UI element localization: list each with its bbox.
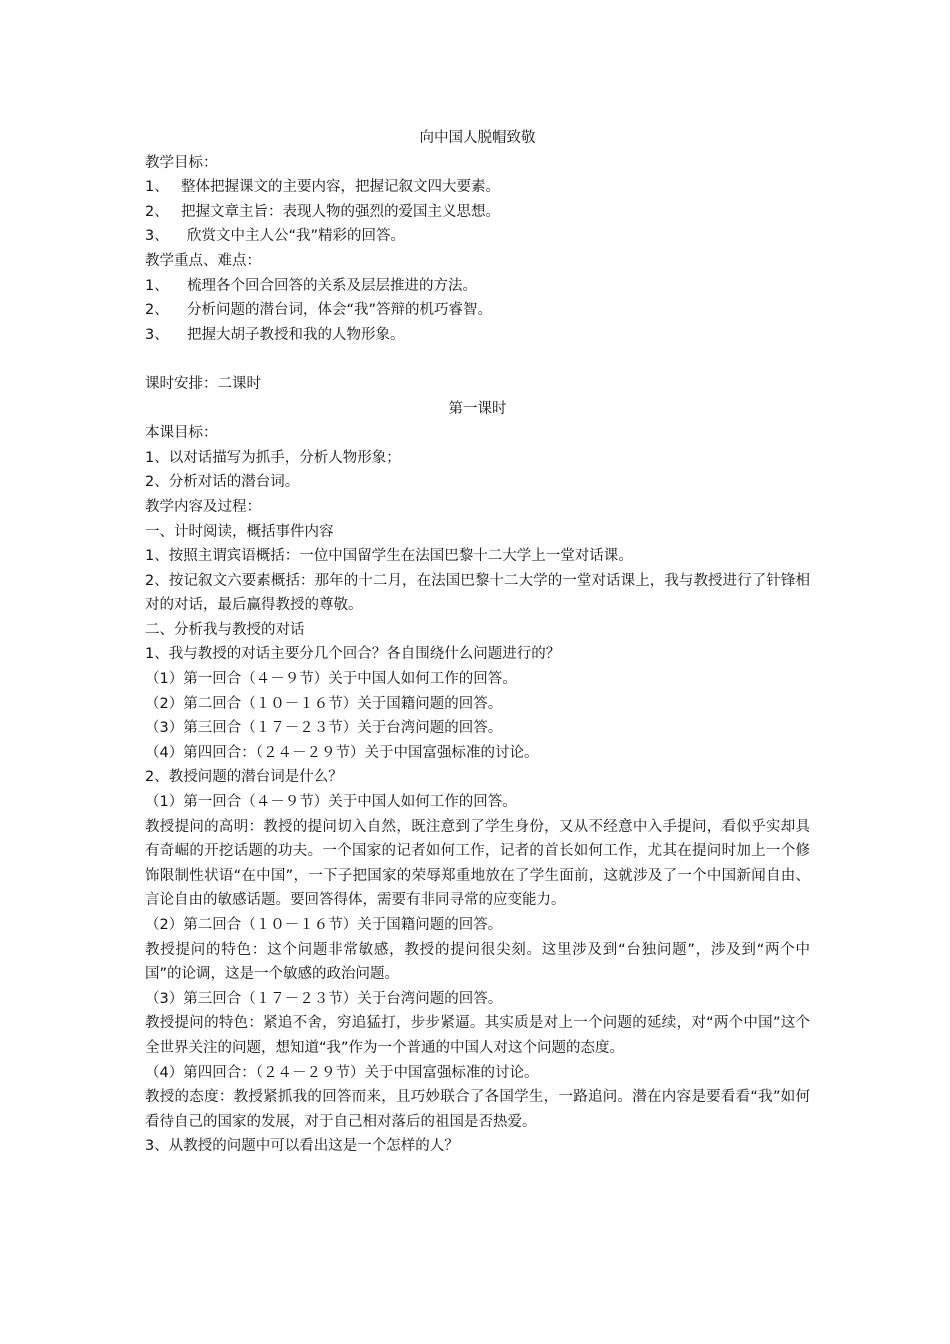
process-heading: 教学内容及过程：: [145, 498, 261, 515]
section-heading: 二、分析我与教授的对话: [145, 621, 305, 638]
key-text: 梳理各个回合回答的关系及层层推进的方法。: [187, 277, 477, 294]
goal-num: 1、: [145, 179, 169, 196]
round-heading: （1）第一回合（４－９节）关于中国人如何工作的回答。: [145, 794, 517, 811]
analysis-paragraph: 教授的态度：教授紧抓我的回答而来，且巧妙联合了各国学生，一路追问。潜在内容是要看看“我”如何看待自己的国家的发展，对于自己相对落后的祖国是否热爱。: [145, 1089, 810, 1130]
round-heading: （4）第四回合：（２４－２９节）关于中国富强标准的讨论。: [145, 1064, 539, 1081]
goal-num: 3、: [145, 228, 169, 245]
blank-line: [145, 347, 810, 372]
key-num: 3、: [145, 326, 169, 343]
lesson-goal-item: 1、以对话描写为抓手，分析人物形象；: [145, 449, 401, 466]
lesson-title: 第一课时: [448, 400, 507, 417]
lesson-goals-heading: 本课目标：: [145, 425, 218, 442]
key-heading: 教学重点、难点：: [145, 252, 261, 269]
round-item: （4）第四回合：（２４－２９节）关于中国富强标准的讨论。: [145, 744, 539, 761]
key-num: 2、: [145, 302, 169, 319]
round-item: （3）第三回合（１７－２３节）关于台湾问题的回答。: [145, 720, 503, 737]
round-item: （2）第二回合（１０－１６节）关于国籍问题的回答。: [145, 695, 503, 712]
goal-item: [145, 200, 810, 225]
goal-item: [145, 224, 810, 249]
document-title: 向中国人脱帽致敬: [419, 130, 536, 146]
lesson-goal-item: 2、分析对话的潜台词。: [145, 474, 300, 491]
round-heading: （3）第三回合（１７－２３节）关于台湾问题的回答。: [145, 990, 503, 1007]
question: 2、教授问题的潜台词是什么？: [145, 769, 343, 786]
summary-item: 2、按记叙文六要素概括：那年的十二月，在法国巴黎十二大学的一堂对话课上，我与教授进行了针锋相对的对话，最后赢得教授的尊敬。: [145, 572, 810, 614]
goal-item: [145, 175, 810, 200]
key-num: 1、: [145, 277, 169, 294]
round-item: （1）第一回合（４－９节）关于中国人如何工作的回答。: [145, 671, 517, 688]
key-item: [145, 323, 810, 348]
analysis-paragraph: 教授提问的高明：教授的提问切入自然，既注意到了学生身份，又从不经意中入手提问，看似乎实却具有奇崛的开挖话题的功夫。一个国家的记者如何工作，记者的首长如何工作，尤其在提问时加上一个修饰限制性状语“在中国”，一下子把国家的荣辱郑重地放在了学生面前，这就涉及了一个中国新闻自由、言论自由的敏感话题。要回答得体，需要有非同寻常的应变能力。: [145, 818, 810, 909]
goal-text: 欣赏文中主人公“我”精彩的回答。: [187, 228, 406, 245]
analysis-paragraph: 教授提问的特色：这个问题非常敏感，教授的提问很尖刻。这里涉及到“台独问题”，涉及到“两个中国”的论调，这是一个敏感的政治问题。: [145, 941, 810, 983]
goal-num: 2、: [145, 203, 169, 220]
question: 1、我与教授的对话主要分几个回合？各自围绕什么问题进行的？: [145, 646, 561, 663]
analysis-paragraph: 教授提问的特色：紧追不舍，穷追猛打，步步紧逼。其实质是对上一个问题的延续，对“两个中国”这个全世界关注的问题，想知道“我”作为一个普通的中国人对这个问题的态度。: [145, 1015, 810, 1056]
goals-heading: 教学目标：: [145, 154, 218, 171]
document-page: [145, 126, 810, 1159]
question: 3、从教授的问题中可以看出这是一个怎样的人？: [145, 1138, 459, 1155]
round-heading: （2）第二回合（１０－１６节）关于国籍问题的回答。: [145, 917, 503, 933]
goal-text: 把握文章主旨：表现人物的强烈的爱国主义思想。: [181, 203, 500, 220]
key-text: 分析问题的潜台词，体会“我”答辩的机巧睿智。: [187, 302, 493, 319]
schedule: 课时安排：二课时: [145, 375, 261, 392]
key-item: [145, 298, 810, 323]
summary-item: 1、按照主谓宾语概括：一位中国留学生在法国巴黎十二大学上一堂对话课。: [145, 548, 633, 565]
key-item: [145, 274, 810, 299]
goal-text: 整体把握课文的主要内容，把握记叙文四大要素。: [181, 179, 500, 196]
section-heading: 一、计时阅读，概括事件内容: [145, 523, 334, 540]
key-text: 把握大胡子教授和我的人物形象。: [187, 326, 405, 343]
